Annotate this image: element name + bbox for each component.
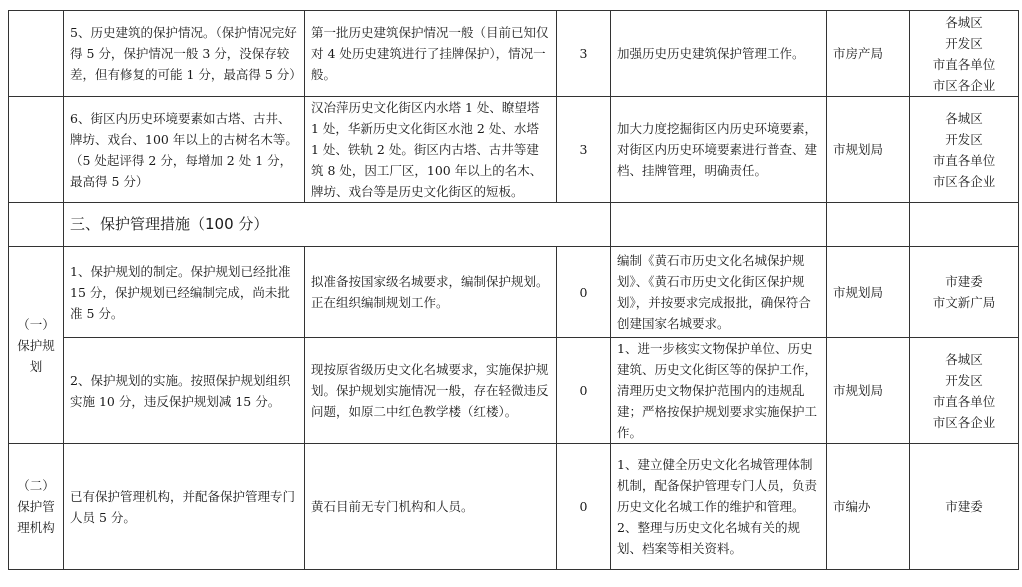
evaluation-table <box>8 10 1019 570</box>
partner-unit: 市文新广局 <box>932 295 996 310</box>
status-cell: 第一批历史建筑保护情况一般（目前已知仅对 4 处历史建筑进行了挂牌保护），情况一般。 <box>305 11 557 97</box>
lead-unit-cell: 市规划局 <box>827 338 910 444</box>
criterion-cell: 5、历史建筑的保护情况。（保护情况完好得 5 分，保护情况一般 3 分，没保存较差，但有修复的可能 1 分，最高得 5 分） <box>64 11 305 97</box>
score-cell: 0 <box>557 444 611 570</box>
partner-unit: 各城区 <box>945 351 983 367</box>
partner-unit: 各城区 <box>945 110 983 126</box>
partner-unit: 市建委 <box>945 274 983 289</box>
table-row <box>9 247 1019 338</box>
status-cell: 黄石目前无专门机构和人员。 <box>305 444 557 570</box>
measure-cell: 1、进一步核实文物保护单位、历史建筑、历史文化街区等的保护工作，清理历史文物保护范围内的违规乱建；严格按保护规划要求实施保护工作。 <box>611 338 827 444</box>
status-cell: 汉冶萍历史文化街区内水塔 1 处、瞭望塔 1 处，华新历史文化街区水池 2 处、水塔 1 处、铁轨 2 处。街区内古塔、古井等建筑 8 处，因工厂区，100 年以上的名木、牌坊、戏台等是历史文化街区的短板。 <box>305 97 557 203</box>
partner-units-cell <box>910 203 1019 247</box>
section-row <box>9 203 1019 247</box>
measure-cell <box>611 203 827 247</box>
category-cell: （一） 保护规 划 <box>9 247 64 444</box>
category-cell <box>9 97 64 203</box>
partner-unit: 市区各企业 <box>932 173 996 189</box>
lead-unit-cell <box>827 203 910 247</box>
partner-units-cell <box>910 11 1019 97</box>
section-title: 三、保护管理措施（100 分） <box>64 203 611 247</box>
partner-units-cell <box>910 338 1019 444</box>
partner-unit: 市区各企业 <box>932 77 996 93</box>
measure-cell: 1、建立健全历史文化名城管理体制机制，配备保护管理专门人员，负责历史文化名城工作的维护和管理。2、整理与历史文化名城有关的规划、档案等相关资料。 <box>611 444 827 570</box>
partner-units-cell <box>910 247 1019 338</box>
lead-unit-cell: 市房产局 <box>827 11 910 97</box>
category-cell <box>9 203 64 247</box>
category-cell <box>9 11 64 97</box>
score-cell: 3 <box>557 97 611 203</box>
score-cell: 0 <box>557 247 611 338</box>
criterion-cell: 1、保护规划的制定。保护规划已经批准 15 分，保护规划已经编制完成，尚未批准 5 分。 <box>64 247 305 338</box>
measure-cell: 加大力度挖掘街区内历史环境要素，对街区内历史环境要素进行普查、建档、挂牌管理，明确责任。 <box>611 97 827 203</box>
lead-unit-cell: 市编办 <box>827 444 910 570</box>
category-cell: （二） 保护管 理机构 <box>9 444 64 570</box>
table-row <box>9 11 1019 97</box>
partner-unit: 市直各单位 <box>932 56 996 72</box>
table-row <box>9 338 1019 444</box>
partner-unit: 市建委 <box>945 499 983 514</box>
table-row <box>9 444 1019 570</box>
partner-unit: 开发区 <box>945 372 983 388</box>
partner-units-cell <box>910 97 1019 203</box>
partner-units-cell <box>910 444 1019 570</box>
score-cell: 0 <box>557 338 611 444</box>
status-cell: 现按原省级历史文化名城要求，实施保护规划。保护规划实施情况一般，存在轻微违反问题，如原二中红色教学楼（红楼）。 <box>305 338 557 444</box>
table-row <box>9 97 1019 203</box>
criterion-cell: 已有保护管理机构，并配备保护管理专门人员 5 分。 <box>64 444 305 570</box>
lead-unit-cell: 市规划局 <box>827 97 910 203</box>
measure-cell: 编制《黄石市历史文化名城保护规划》、《黄石市历史文化街区保护规划》，并按要求完成报批，确保符合创建国家名城要求。 <box>611 247 827 338</box>
partner-unit: 开发区 <box>945 35 983 51</box>
lead-unit-cell: 市规划局 <box>827 247 910 338</box>
criterion-cell: 6、街区内历史环境要素如古塔、古井、牌坊、戏台、100 年以上的古树名木等。（5 处起评得 2 分，每增加 2 处 1 分，最高得 5 分） <box>64 97 305 203</box>
partner-unit: 开发区 <box>945 131 983 147</box>
status-cell: 拟准备按国家级名城要求，编制保护规划。正在组织编制规划工作。 <box>305 247 557 338</box>
score-cell: 3 <box>557 11 611 97</box>
partner-unit: 各城区 <box>945 14 983 30</box>
measure-cell: 加强历史历史建筑保护管理工作。 <box>611 11 827 97</box>
partner-unit: 市直各单位 <box>932 393 996 409</box>
criterion-cell: 2、保护规划的实施。按照保护规划组织实施 10 分，违反保护规划减 15 分。 <box>64 338 305 444</box>
partner-unit: 市区各企业 <box>932 414 996 430</box>
partner-unit: 市直各单位 <box>932 152 996 168</box>
